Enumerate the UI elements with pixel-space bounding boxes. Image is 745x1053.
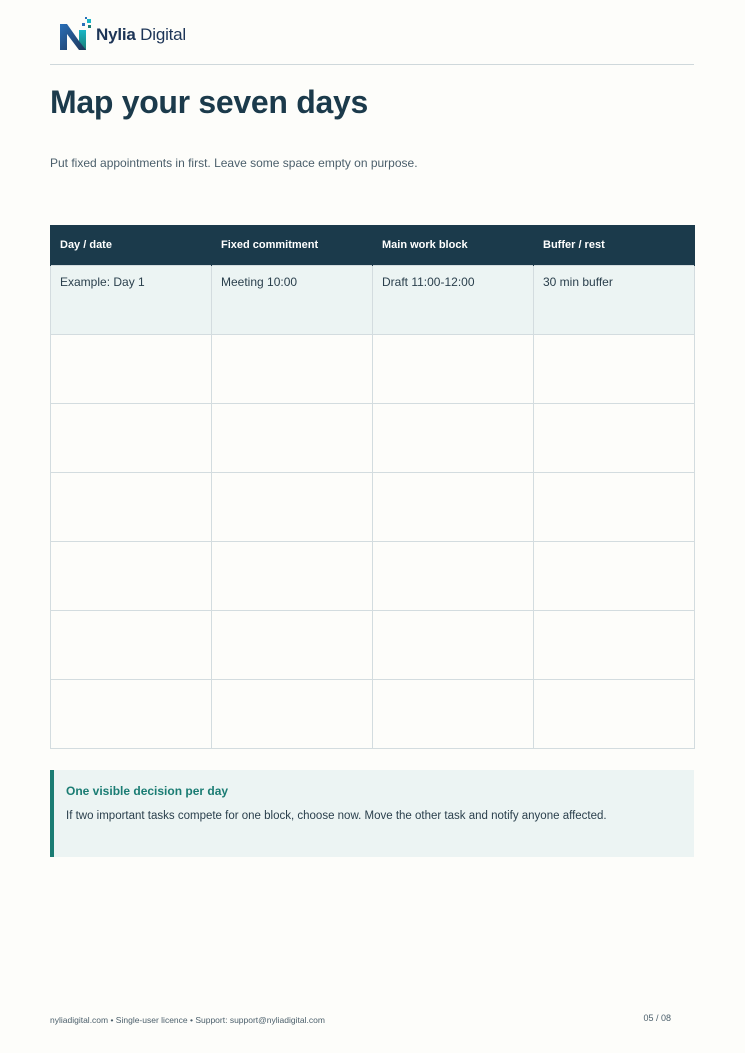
table-cell[interactable]: [212, 679, 373, 748]
table-row-example: [51, 265, 695, 334]
table-cell[interactable]: [534, 610, 695, 679]
footer-contact: nyliadigital.com • Single-user licence • Support: support@nyliadigital.com: [50, 1015, 325, 1025]
table-cell[interactable]: [51, 610, 212, 679]
column-header-main-work-block: Main work block: [373, 225, 534, 265]
table-cell[interactable]: [534, 541, 695, 610]
table-cell[interactable]: [51, 403, 212, 472]
table-cell[interactable]: [212, 403, 373, 472]
page-header: [50, 17, 694, 65]
table-cell[interactable]: [51, 472, 212, 541]
table-cell: Example: Day 1: [51, 265, 212, 334]
table-cell[interactable]: [51, 541, 212, 610]
table-row: [51, 610, 695, 679]
table-cell[interactable]: [212, 472, 373, 541]
table-cell[interactable]: [212, 610, 373, 679]
weekly-planner-table: [50, 225, 695, 749]
table-header-row: [51, 225, 695, 265]
table-cell[interactable]: [373, 541, 534, 610]
table-cell[interactable]: [51, 334, 212, 403]
table-cell[interactable]: [373, 472, 534, 541]
column-header-day: Day / date: [51, 225, 212, 265]
table-cell[interactable]: [534, 403, 695, 472]
table-cell: Draft 11:00-12:00: [373, 265, 534, 334]
table-row: [51, 472, 695, 541]
table-cell[interactable]: [212, 541, 373, 610]
page-number: 05 / 08: [643, 1013, 671, 1023]
brand-logo: [58, 17, 186, 53]
table-cell: Meeting 10:00: [212, 265, 373, 334]
table-cell[interactable]: [373, 679, 534, 748]
column-header-fixed-commitment: Fixed commitment: [212, 225, 373, 265]
table-row: [51, 679, 695, 748]
callout-body: If two important tasks compete for one block, choose now. Move the other task and notify anyone affected.: [66, 810, 607, 822]
brand-name: [96, 25, 186, 45]
table-cell[interactable]: [373, 334, 534, 403]
tip-callout: [50, 770, 694, 857]
brand-name-bold: Nylia: [96, 25, 136, 44]
table-cell[interactable]: [51, 679, 212, 748]
table-cell[interactable]: [212, 334, 373, 403]
table-cell[interactable]: [534, 472, 695, 541]
table-cell[interactable]: [373, 403, 534, 472]
callout-title: One visible decision per day: [66, 784, 229, 798]
table-cell[interactable]: [534, 679, 695, 748]
page-title: Map your seven days: [50, 84, 368, 120]
table-cell[interactable]: [373, 610, 534, 679]
table-cell: 30 min buffer: [534, 265, 695, 334]
table-cell[interactable]: [534, 334, 695, 403]
brand-name-light: Digital: [135, 25, 187, 44]
logo-mark-icon: [58, 17, 92, 53]
table-row: [51, 541, 695, 610]
table-row: [51, 334, 695, 403]
table-row: [51, 403, 695, 472]
page-subtitle: Put fixed appointments in first. Leave some space empty on purpose.: [50, 156, 418, 170]
column-header-buffer-rest: Buffer / rest: [534, 225, 695, 265]
